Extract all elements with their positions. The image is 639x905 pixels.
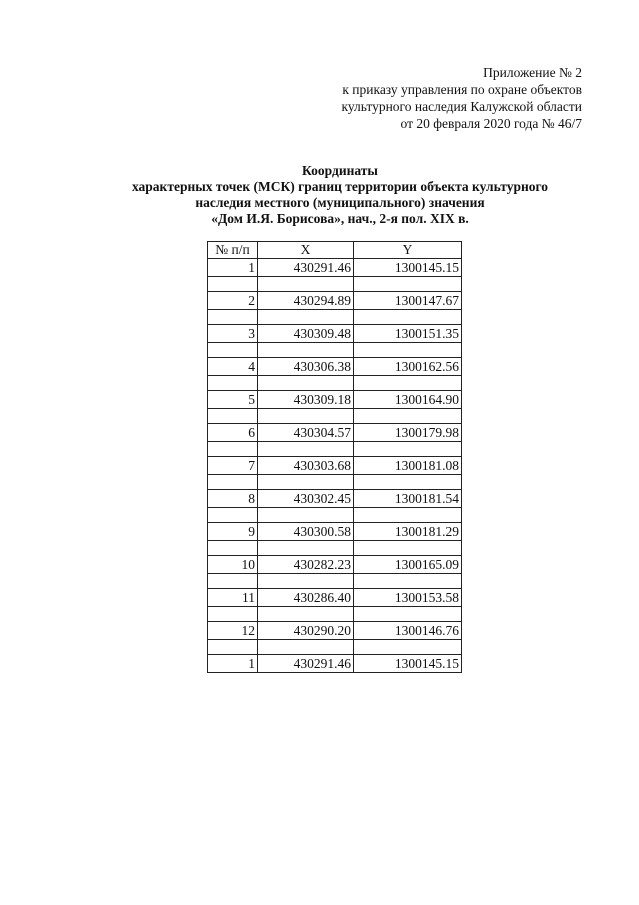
empty-cell — [354, 607, 462, 622]
y-coordinate-cell: 1300162.56 — [354, 358, 462, 376]
point-number-cell: 5 — [208, 391, 258, 409]
table-spacer-row — [208, 508, 462, 523]
table-row — [208, 655, 462, 673]
empty-cell — [354, 277, 462, 292]
empty-cell — [208, 574, 258, 589]
appendix-number: Приложение № 2 — [483, 65, 582, 80]
empty-cell — [258, 508, 354, 523]
table-spacer-row — [208, 607, 462, 622]
table-spacer-row — [208, 640, 462, 655]
table-spacer-row — [208, 541, 462, 556]
y-coordinate-cell: 1300164.90 — [354, 391, 462, 409]
y-coordinate-cell: 1300146.76 — [354, 622, 462, 640]
empty-cell — [208, 508, 258, 523]
empty-cell — [354, 574, 462, 589]
title-line-3: наследия местного (муниципального) значения — [195, 195, 485, 210]
empty-cell — [208, 475, 258, 490]
header-x: X — [258, 242, 354, 259]
empty-cell — [208, 277, 258, 292]
x-coordinate-cell: 430309.48 — [258, 325, 354, 343]
empty-cell — [354, 508, 462, 523]
table-spacer-row — [208, 409, 462, 424]
table-row — [208, 457, 462, 475]
empty-cell — [258, 376, 354, 391]
empty-cell — [258, 607, 354, 622]
table-spacer-row — [208, 277, 462, 292]
order-date: от 20 февраля 2020 года № 46/7 — [400, 116, 582, 131]
point-number-cell: 4 — [208, 358, 258, 376]
point-number-cell: 7 — [208, 457, 258, 475]
order-reference: к приказу управления по охране объектов — [342, 82, 582, 97]
point-number-cell: 1 — [208, 259, 258, 277]
document-header — [341, 64, 582, 132]
table-row — [208, 622, 462, 640]
empty-cell — [258, 277, 354, 292]
title-line-2: характерных точек (МСК) границ территории объекта культурного — [131, 179, 549, 194]
empty-cell — [258, 541, 354, 556]
empty-cell — [354, 640, 462, 655]
title-line-1: Координаты — [302, 163, 378, 178]
table-row — [208, 358, 462, 376]
document-title — [110, 163, 570, 227]
y-coordinate-cell: 1300145.15 — [354, 259, 462, 277]
y-coordinate-cell: 1300165.09 — [354, 556, 462, 574]
point-number-cell: 8 — [208, 490, 258, 508]
empty-cell — [208, 442, 258, 457]
point-number-cell: 9 — [208, 523, 258, 541]
x-coordinate-cell: 430282.23 — [258, 556, 354, 574]
y-coordinate-cell: 1300181.08 — [354, 457, 462, 475]
empty-cell — [258, 409, 354, 424]
table-spacer-row — [208, 442, 462, 457]
x-coordinate-cell: 430309.18 — [258, 391, 354, 409]
y-coordinate-cell: 1300181.29 — [354, 523, 462, 541]
empty-cell — [258, 343, 354, 358]
empty-cell — [208, 640, 258, 655]
x-coordinate-cell: 430300.58 — [258, 523, 354, 541]
point-number-cell: 6 — [208, 424, 258, 442]
y-coordinate-cell: 1300153.58 — [354, 589, 462, 607]
table-spacer-row — [208, 310, 462, 325]
table-header-row — [208, 242, 462, 259]
point-number-cell: 2 — [208, 292, 258, 310]
empty-cell — [208, 607, 258, 622]
table-row — [208, 589, 462, 607]
point-number-cell: 10 — [208, 556, 258, 574]
title-line-4: «Дом И.Я. Борисова», нач., 2-я пол. XIX в. — [211, 211, 469, 226]
x-coordinate-cell: 430306.38 — [258, 358, 354, 376]
table-row — [208, 556, 462, 574]
table-row — [208, 259, 462, 277]
table-spacer-row — [208, 475, 462, 490]
table-row — [208, 391, 462, 409]
empty-cell — [354, 409, 462, 424]
point-number-cell: 12 — [208, 622, 258, 640]
point-number-cell: 3 — [208, 325, 258, 343]
x-coordinate-cell: 430291.46 — [258, 655, 354, 673]
empty-cell — [258, 310, 354, 325]
empty-cell — [258, 640, 354, 655]
empty-cell — [208, 310, 258, 325]
empty-cell — [258, 574, 354, 589]
empty-cell — [208, 409, 258, 424]
empty-cell — [354, 541, 462, 556]
y-coordinate-cell: 1300181.54 — [354, 490, 462, 508]
table-spacer-row — [208, 376, 462, 391]
empty-cell — [354, 343, 462, 358]
table-row — [208, 424, 462, 442]
y-coordinate-cell: 1300151.35 — [354, 325, 462, 343]
coordinates-table — [207, 241, 462, 673]
table-spacer-row — [208, 574, 462, 589]
y-coordinate-cell: 1300145.15 — [354, 655, 462, 673]
x-coordinate-cell: 430303.68 — [258, 457, 354, 475]
empty-cell — [354, 475, 462, 490]
x-coordinate-cell: 430304.57 — [258, 424, 354, 442]
empty-cell — [208, 343, 258, 358]
y-coordinate-cell: 1300179.98 — [354, 424, 462, 442]
empty-cell — [208, 376, 258, 391]
point-number-cell: 11 — [208, 589, 258, 607]
x-coordinate-cell: 430286.40 — [258, 589, 354, 607]
x-coordinate-cell: 430290.20 — [258, 622, 354, 640]
empty-cell — [258, 475, 354, 490]
header-y: Y — [354, 242, 462, 259]
empty-cell — [208, 541, 258, 556]
x-coordinate-cell: 430302.45 — [258, 490, 354, 508]
table-row — [208, 490, 462, 508]
empty-cell — [354, 310, 462, 325]
order-authority: культурного наследия Калужской области — [341, 99, 582, 114]
table-row — [208, 292, 462, 310]
table-row — [208, 523, 462, 541]
header-number: № п/п — [208, 242, 258, 259]
x-coordinate-cell: 430291.46 — [258, 259, 354, 277]
empty-cell — [354, 442, 462, 457]
table-row — [208, 325, 462, 343]
x-coordinate-cell: 430294.89 — [258, 292, 354, 310]
empty-cell — [258, 442, 354, 457]
table-spacer-row — [208, 343, 462, 358]
y-coordinate-cell: 1300147.67 — [354, 292, 462, 310]
point-number-cell: 1 — [208, 655, 258, 673]
empty-cell — [354, 376, 462, 391]
